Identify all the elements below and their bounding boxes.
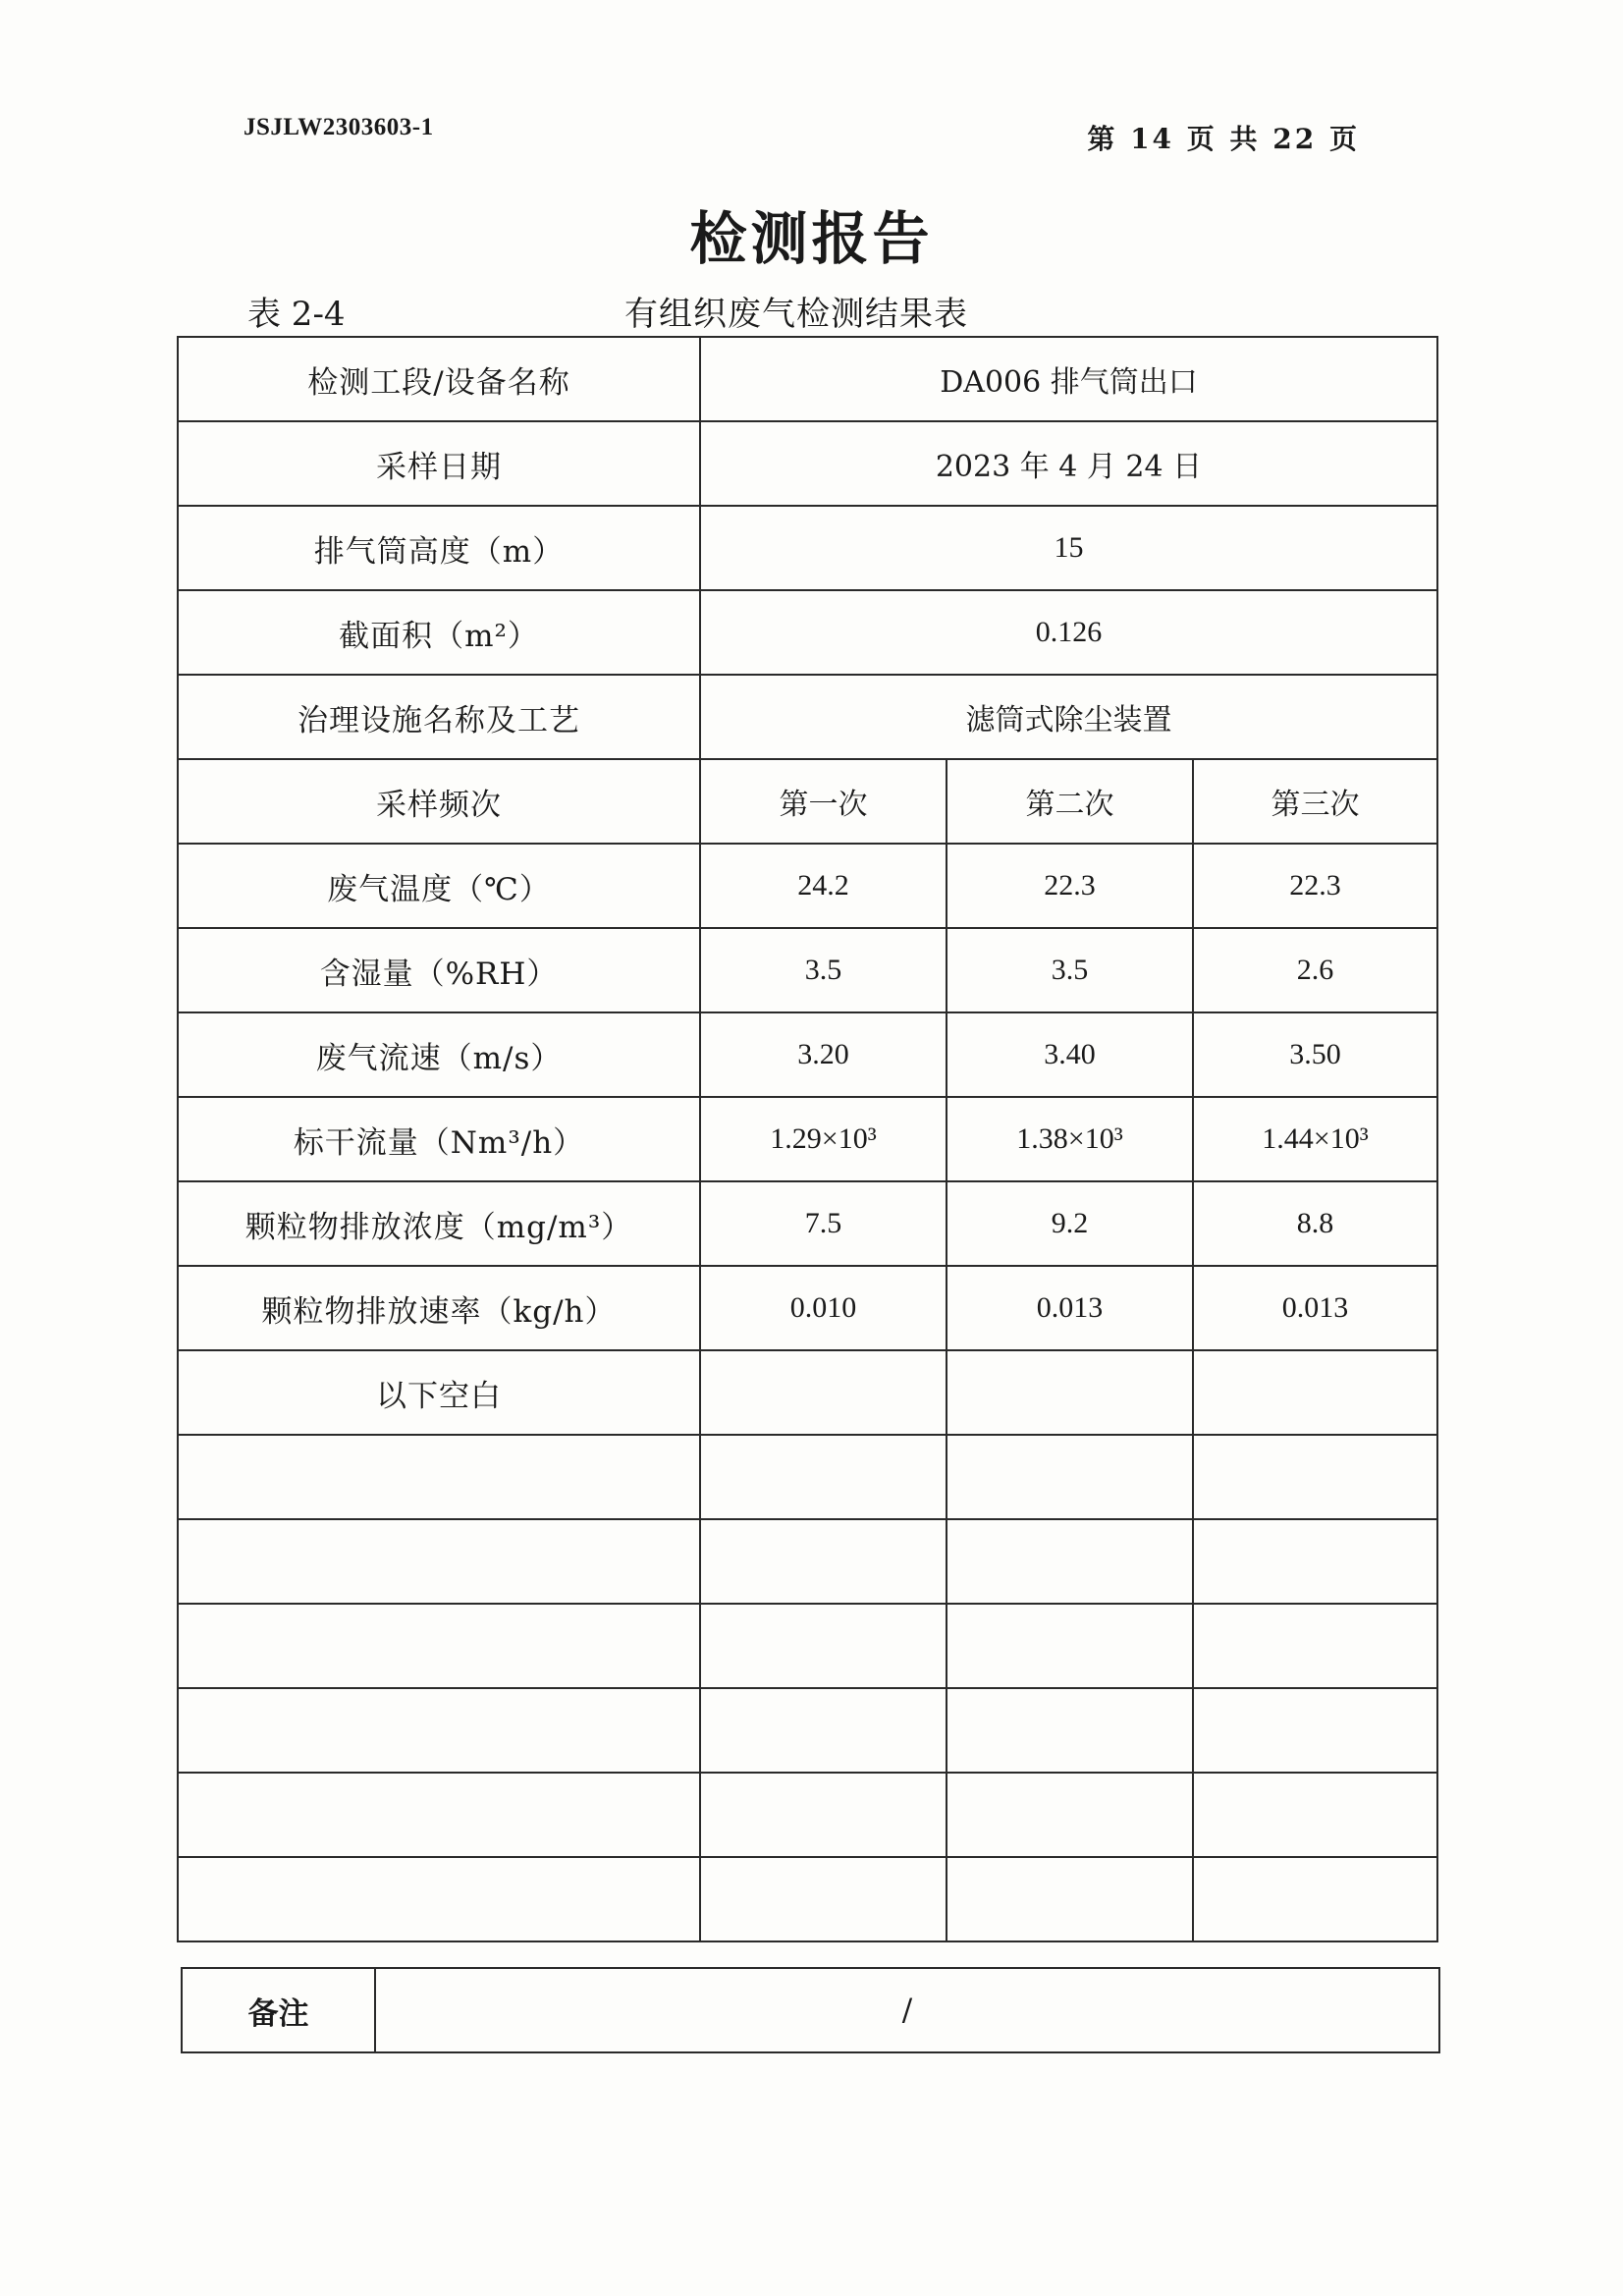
cell-value: 22.3 xyxy=(947,844,1193,928)
cell-value: 8.8 xyxy=(1193,1181,1437,1266)
table-row xyxy=(178,1266,1437,1350)
empty-cell xyxy=(947,1519,1193,1604)
row-value: 2023 年 4 月 24 日 xyxy=(700,421,1437,506)
cell-value: 3.50 xyxy=(1193,1012,1437,1097)
empty-cell xyxy=(178,1688,700,1773)
row-value: 15 xyxy=(700,506,1437,590)
cell-value: 1.29×10³ xyxy=(700,1097,947,1181)
cell-value: 22.3 xyxy=(1193,844,1437,928)
table-row xyxy=(178,928,1437,1012)
empty-cell xyxy=(700,1773,947,1857)
empty-cell xyxy=(947,1688,1193,1773)
table-row xyxy=(178,844,1437,928)
cell-value: 0.013 xyxy=(1193,1266,1437,1350)
cell-value: 1.38×10³ xyxy=(947,1097,1193,1181)
run-header: 第一次 xyxy=(700,759,947,844)
empty-cell xyxy=(947,1435,1193,1519)
empty-cell xyxy=(700,1688,947,1773)
empty-cell xyxy=(947,1857,1193,1941)
row-label: 废气流速（m/s） xyxy=(178,1012,700,1097)
empty-cell xyxy=(178,1435,700,1519)
empty-cell xyxy=(1193,1519,1437,1604)
empty-cell xyxy=(700,1519,947,1604)
empty-cell xyxy=(178,1773,700,1857)
run-header: 第二次 xyxy=(947,759,1193,844)
row-label: 标干流量（Nm³/h） xyxy=(178,1097,700,1181)
cell-value: 1.44×10³ xyxy=(1193,1097,1437,1181)
empty-row xyxy=(178,1435,1437,1519)
empty-cell xyxy=(1193,1604,1437,1688)
frequency-row xyxy=(178,759,1437,844)
remark-value: / xyxy=(375,1968,1439,2052)
cell-value: 0.010 xyxy=(700,1266,947,1350)
row-value: DA006 排气筒出口 xyxy=(700,337,1437,421)
empty-row xyxy=(178,1604,1437,1688)
results-table xyxy=(177,336,1438,1942)
cell-value: 24.2 xyxy=(700,844,947,928)
row-value: 0.126 xyxy=(700,590,1437,675)
blank-note-row xyxy=(178,1350,1437,1435)
empty-cell xyxy=(700,1350,947,1435)
empty-cell xyxy=(700,1435,947,1519)
cell-value: 3.20 xyxy=(700,1012,947,1097)
cell-value: 3.40 xyxy=(947,1012,1193,1097)
empty-cell xyxy=(947,1773,1193,1857)
remark-table xyxy=(181,1967,1440,2053)
cell-value: 3.5 xyxy=(700,928,947,1012)
cell-value: 7.5 xyxy=(700,1181,947,1266)
row-label: 颗粒物排放速率（kg/h） xyxy=(178,1266,700,1350)
row-label: 废气温度（℃） xyxy=(178,844,700,928)
empty-cell xyxy=(700,1857,947,1941)
empty-cell xyxy=(1193,1688,1437,1773)
row-label: 含湿量（%RH） xyxy=(178,928,700,1012)
table-row xyxy=(178,590,1437,675)
empty-cell xyxy=(1193,1435,1437,1519)
empty-cell xyxy=(178,1604,700,1688)
remark-section xyxy=(181,1967,1440,2053)
report-title: 检测报告 xyxy=(689,205,934,272)
table-number: 表 2-4 xyxy=(247,295,346,334)
table-row xyxy=(178,1012,1437,1097)
empty-cell xyxy=(1193,1350,1437,1435)
empty-row xyxy=(178,1857,1437,1941)
table-row xyxy=(178,1181,1437,1266)
remark-label: 备注 xyxy=(182,1968,375,2052)
empty-row xyxy=(178,1688,1437,1773)
empty-row xyxy=(178,1773,1437,1857)
cell-value: 2.6 xyxy=(1193,928,1437,1012)
empty-cell xyxy=(1193,1857,1437,1941)
table-row xyxy=(178,421,1437,506)
table-row xyxy=(178,675,1437,759)
row-label: 截面积（m²） xyxy=(178,590,700,675)
row-label: 排气筒高度（m） xyxy=(178,506,700,590)
cell-value: 9.2 xyxy=(947,1181,1193,1266)
empty-cell xyxy=(947,1350,1193,1435)
row-label: 检测工段/设备名称 xyxy=(178,337,700,421)
table-row xyxy=(178,1097,1437,1181)
row-label: 采样日期 xyxy=(178,421,700,506)
empty-cell xyxy=(178,1857,700,1941)
table-caption: 有组织废气检测结果表 xyxy=(624,295,968,334)
cell-value: 0.013 xyxy=(947,1266,1193,1350)
empty-cell xyxy=(1193,1773,1437,1857)
empty-row xyxy=(178,1519,1437,1604)
page-number: 第 14 页 共 22 页 xyxy=(1087,123,1360,155)
document-id: JSJLW2303603-1 xyxy=(243,114,434,140)
row-label: 采样频次 xyxy=(178,759,700,844)
run-header: 第三次 xyxy=(1193,759,1437,844)
row-label: 颗粒物排放浓度（mg/m³） xyxy=(178,1181,700,1266)
table-row xyxy=(178,506,1437,590)
remark-row xyxy=(182,1968,1439,2052)
empty-cell xyxy=(947,1604,1193,1688)
empty-cell xyxy=(700,1604,947,1688)
table-row xyxy=(178,337,1437,421)
cell-value: 3.5 xyxy=(947,928,1193,1012)
empty-cell xyxy=(178,1519,700,1604)
row-value: 滤筒式除尘装置 xyxy=(700,675,1437,759)
blank-note: 以下空白 xyxy=(178,1350,700,1435)
row-label: 治理设施名称及工艺 xyxy=(178,675,700,759)
